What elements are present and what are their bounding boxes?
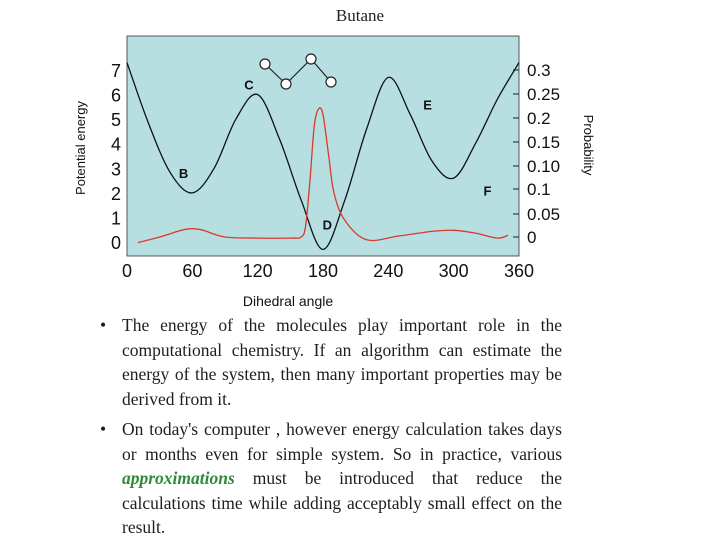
left-tick-label: 0 bbox=[110, 233, 121, 253]
x-axis bbox=[122, 261, 534, 281]
bullet-glyph: • bbox=[100, 315, 107, 335]
right-tick-label: 0 bbox=[527, 228, 537, 247]
x-tick-label: 120 bbox=[242, 261, 273, 281]
right-tick-label: 0.2 bbox=[527, 109, 551, 128]
left-tick-label: 1 bbox=[110, 208, 121, 229]
left-tick-label: 3 bbox=[110, 159, 121, 180]
x-tick-label: 180 bbox=[307, 261, 339, 281]
bullet-item bbox=[100, 313, 562, 411]
conformation-label: F bbox=[483, 183, 492, 199]
x-tick-label: 300 bbox=[438, 261, 469, 281]
bullet-text-continued: must be introduced that reduce the calculations time while adding acceptably small effect on the result. bbox=[122, 468, 562, 537]
left-tick-label: 7 bbox=[110, 61, 121, 81]
left-tick-label: 6 bbox=[110, 85, 121, 106]
conformation-label: C bbox=[244, 77, 254, 93]
right-tick-label: 0.10 bbox=[527, 157, 561, 176]
left-axis-title: Potential energy bbox=[73, 101, 88, 195]
x-tick-label: 240 bbox=[373, 261, 404, 281]
right-tick-label: 0.25 bbox=[527, 85, 561, 104]
right-tick-label: 0.15 bbox=[527, 133, 561, 152]
chart-title: Butane bbox=[335, 6, 385, 25]
conformation-label: B bbox=[178, 166, 189, 182]
x-tick-label: 0 bbox=[121, 261, 133, 281]
bullet-glyph: • bbox=[100, 419, 107, 439]
bullet-text: On today's computer , however energy calculation takes days or months even for simple system. So in practice, various bbox=[122, 419, 562, 464]
left-tick-label: 2 bbox=[110, 183, 121, 204]
left-tick-label: 5 bbox=[110, 110, 121, 131]
x-axis-title: Dihedral angle bbox=[242, 293, 334, 309]
x-tick-label: 60 bbox=[182, 261, 203, 281]
conformation-label: E bbox=[423, 97, 432, 113]
right-tick-label: 0.1 bbox=[527, 180, 551, 199]
bullet-item bbox=[100, 417, 562, 540]
right-tick-label: 0.3 bbox=[527, 61, 551, 80]
right-axis bbox=[513, 61, 560, 247]
highlighted-term: approximations bbox=[122, 468, 235, 488]
right-tick-label: 0.05 bbox=[527, 205, 561, 224]
left-tick-label: 4 bbox=[110, 134, 121, 155]
bullet-list bbox=[100, 313, 562, 540]
x-tick-label: 360 bbox=[503, 261, 535, 281]
conformation-label: D bbox=[322, 217, 333, 233]
right-axis-title: Probability bbox=[581, 114, 596, 176]
bullet-text: The energy of the molecules play important role in the computational chemistry. If an algorithm can estimate the energy of the system, then many important properties may be derived from it. bbox=[122, 315, 562, 409]
left-axis bbox=[111, 61, 121, 253]
